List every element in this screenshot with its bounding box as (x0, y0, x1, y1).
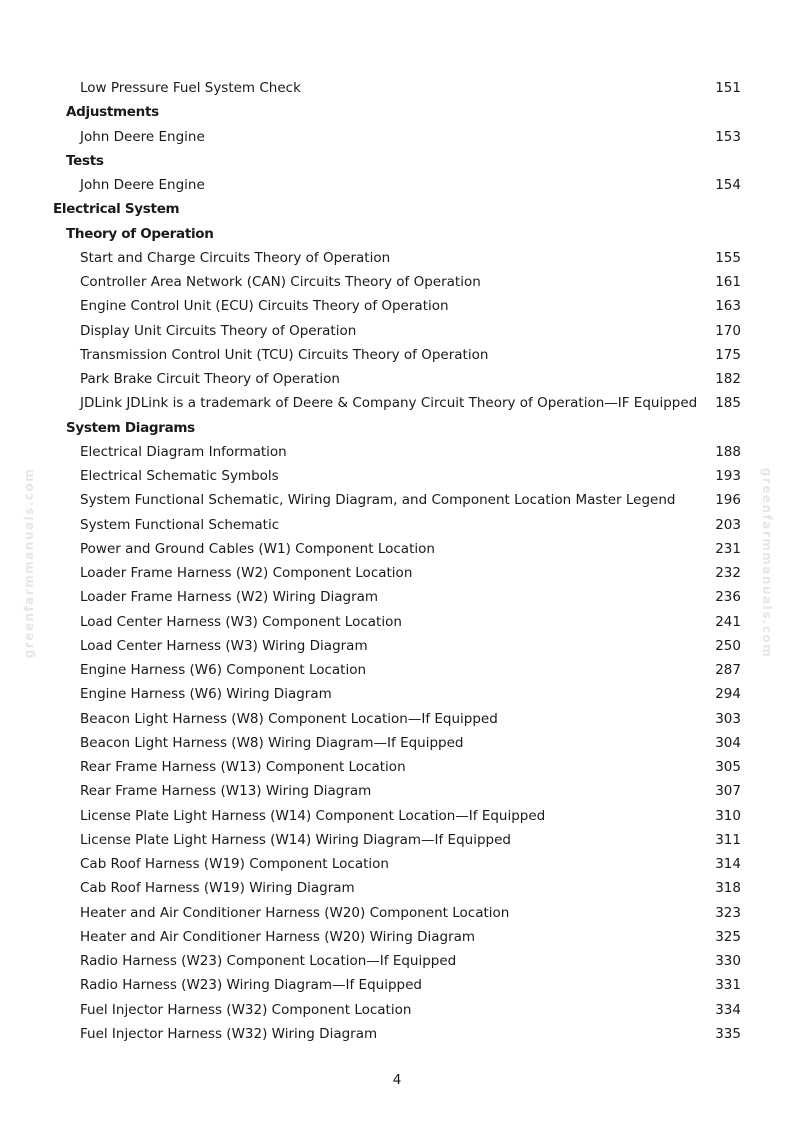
toc-entry[interactable] (0, 319, 794, 343)
toc-section-heading (0, 197, 794, 221)
toc-entry-title: System Functional Schematic (80, 516, 280, 533)
toc-entry-page: 311 (715, 831, 741, 848)
toc-entry-title: Start and Charge Circuits Theory of Operation (80, 249, 391, 266)
toc-entry[interactable] (0, 125, 794, 149)
toc-entry[interactable] (0, 634, 794, 658)
toc-entry-page: 175 (715, 346, 741, 363)
toc-entry[interactable] (0, 270, 794, 294)
toc-entry-page: 163 (715, 298, 741, 315)
toc-entry[interactable] (0, 973, 794, 997)
toc-entry[interactable] (0, 828, 794, 852)
toc-entry-title: John Deere Engine (80, 128, 205, 145)
toc-entry-title: Theory of Operation (66, 225, 214, 242)
toc-entry-title: Engine Control Unit (ECU) Circuits Theory of Operation (80, 298, 449, 315)
toc-entry-title: Park Brake Circuit Theory of Operation (80, 371, 340, 387)
toc-entry-title: Controller Area Network (CAN) Circuits Theory of Operation (80, 274, 481, 290)
toc-entry-title: System Diagrams (66, 419, 195, 436)
toc-entry[interactable] (0, 682, 794, 706)
toc-entry-title: Engine Harness (W6) Component Location (80, 662, 367, 678)
toc-entry-title: JDLink JDLink is a trademark of Deere & Company Circuit Theory of Operation—IF Equipped (80, 395, 698, 412)
toc-entry-page: 303 (715, 710, 741, 727)
toc-entry[interactable] (0, 76, 794, 100)
toc-entry-page: 287 (715, 662, 741, 678)
page-number: 4 (392, 1072, 402, 1088)
toc-entry[interactable] (0, 440, 794, 464)
watermark-left: greenfarmmanuals.com (22, 467, 36, 659)
toc-entry-title: Display Unit Circuits Theory of Operation (80, 322, 357, 339)
toc-entry-title: Load Center Harness (W3) Component Location (80, 613, 402, 630)
toc-entry[interactable] (0, 925, 794, 949)
toc-entry-page: 250 (715, 637, 741, 654)
toc-entry-page: 155 (715, 249, 741, 266)
toc-entry-title: Heater and Air Conditioner Harness (W20) Component Location (80, 904, 510, 921)
toc-entry-page: 241 (715, 613, 741, 630)
toc-entry-page: 304 (715, 734, 741, 751)
toc-entry-title: Heater and Air Conditioner Harness (W20) Wiring Diagram (80, 928, 476, 945)
toc-entry[interactable] (0, 391, 794, 415)
toc-entry-page: 323 (715, 904, 741, 921)
toc-entry-page: 318 (715, 880, 741, 897)
toc-entry-page: 182 (715, 371, 741, 387)
toc-entry[interactable] (0, 343, 794, 367)
toc-entry-page: 232 (715, 565, 741, 581)
toc-entry-page: 185 (715, 395, 741, 412)
toc-entry-title: John Deere Engine (80, 177, 205, 193)
toc-entry-title: Load Center Harness (W3) Wiring Diagram (80, 637, 368, 654)
toc-entry-title: Electrical Schematic Symbols (80, 468, 279, 484)
toc-entry-page: 331 (715, 977, 741, 994)
toc-entry[interactable] (0, 804, 794, 828)
toc-entry-title: Loader Frame Harness (W2) Wiring Diagram (80, 589, 379, 606)
toc-entry-page: 236 (715, 589, 741, 606)
toc-entry[interactable] (0, 1022, 794, 1046)
toc-entry-page: 310 (715, 807, 741, 824)
table-of-contents (0, 76, 794, 1046)
toc-entry[interactable] (0, 610, 794, 634)
toc-entry-title: System Functional Schematic, Wiring Diagram, and Component Location Master Legend (80, 492, 676, 509)
toc-entry-page: 188 (715, 443, 741, 460)
toc-entry-page: 151 (715, 80, 741, 96)
toc-entry[interactable] (0, 246, 794, 270)
toc-entry-title: Radio Harness (W23) Wiring Diagram—If Equipped (80, 977, 422, 994)
toc-entry-page: 335 (715, 1025, 741, 1042)
toc-entry[interactable] (0, 561, 794, 585)
toc-entry-page: 161 (715, 274, 741, 290)
toc-entry-page: 170 (715, 322, 741, 339)
toc-entry-title: Tests (66, 152, 104, 169)
toc-entry-title: Rear Frame Harness (W13) Component Location (80, 759, 406, 775)
toc-entry[interactable] (0, 464, 794, 488)
toc-entry-title: Power and Ground Cables (W1) Component Location (80, 540, 435, 557)
toc-entry-page: 334 (715, 1001, 741, 1018)
toc-entry-title: License Plate Light Harness (W14) Component Location—If Equipped (80, 807, 546, 824)
toc-entry-title: Electrical Diagram Information (80, 443, 287, 460)
toc-entry[interactable] (0, 173, 794, 197)
toc-entry[interactable] (0, 779, 794, 803)
toc-entry-page: 196 (715, 492, 741, 509)
toc-entry[interactable] (0, 901, 794, 925)
toc-entry-title: Low Pressure Fuel System Check (80, 80, 301, 96)
toc-entry[interactable] (0, 876, 794, 900)
toc-entry-page: 314 (715, 856, 741, 872)
toc-entry-page: 203 (715, 516, 741, 533)
toc-section-heading (0, 149, 794, 173)
toc-entry[interactable] (0, 513, 794, 537)
toc-entry[interactable] (0, 731, 794, 755)
toc-entry-title: Electrical System (53, 201, 180, 218)
toc-entry-title: Engine Harness (W6) Wiring Diagram (80, 686, 332, 703)
toc-entry-title: Cab Roof Harness (W19) Component Location (80, 856, 389, 872)
toc-entry[interactable] (0, 488, 794, 512)
toc-entry-page: 231 (715, 540, 741, 557)
toc-entry-page: 305 (715, 759, 741, 775)
toc-section-heading (0, 416, 794, 440)
toc-entry-title: Beacon Light Harness (W8) Component Location—If Equipped (80, 710, 498, 727)
toc-entry[interactable] (0, 755, 794, 779)
toc-entry[interactable] (0, 294, 794, 318)
toc-entry-title: Loader Frame Harness (W2) Component Location (80, 565, 413, 581)
toc-entry-title: Fuel Injector Harness (W32) Wiring Diagram (80, 1025, 378, 1042)
watermark-right: greenfarmmanuals.com (760, 467, 774, 659)
toc-entry-title: Radio Harness (W23) Component Location—If Equipped (80, 953, 457, 969)
toc-entry[interactable] (0, 585, 794, 609)
toc-entry-page: 325 (715, 928, 741, 945)
toc-entry[interactable] (0, 367, 794, 391)
toc-entry-page: 154 (715, 177, 741, 193)
toc-entry[interactable] (0, 852, 794, 876)
toc-entry-title: Adjustments (66, 104, 159, 121)
toc-entry[interactable] (0, 537, 794, 561)
toc-entry-title: Transmission Control Unit (TCU) Circuits Theory of Operation (80, 346, 489, 363)
toc-entry-page: 153 (715, 128, 741, 145)
toc-entry-title: Fuel Injector Harness (W32) Component Location (80, 1001, 412, 1018)
toc-entry-title: License Plate Light Harness (W14) Wiring Diagram—If Equipped (80, 831, 511, 848)
toc-entry[interactable] (0, 949, 794, 973)
toc-section-heading (0, 222, 794, 246)
toc-entry[interactable] (0, 658, 794, 682)
toc-entry[interactable] (0, 707, 794, 731)
toc-entry-title: Cab Roof Harness (W19) Wiring Diagram (80, 880, 355, 897)
toc-entry[interactable] (0, 998, 794, 1022)
toc-section-heading (0, 100, 794, 124)
toc-entry-title: Beacon Light Harness (W8) Wiring Diagram—If Equipped (80, 734, 464, 751)
toc-entry-page: 307 (715, 783, 741, 800)
toc-entry-title: Rear Frame Harness (W13) Wiring Diagram (80, 783, 372, 800)
toc-entry-page: 330 (715, 953, 741, 969)
toc-entry-page: 193 (715, 468, 741, 484)
toc-entry-page: 294 (715, 686, 741, 703)
